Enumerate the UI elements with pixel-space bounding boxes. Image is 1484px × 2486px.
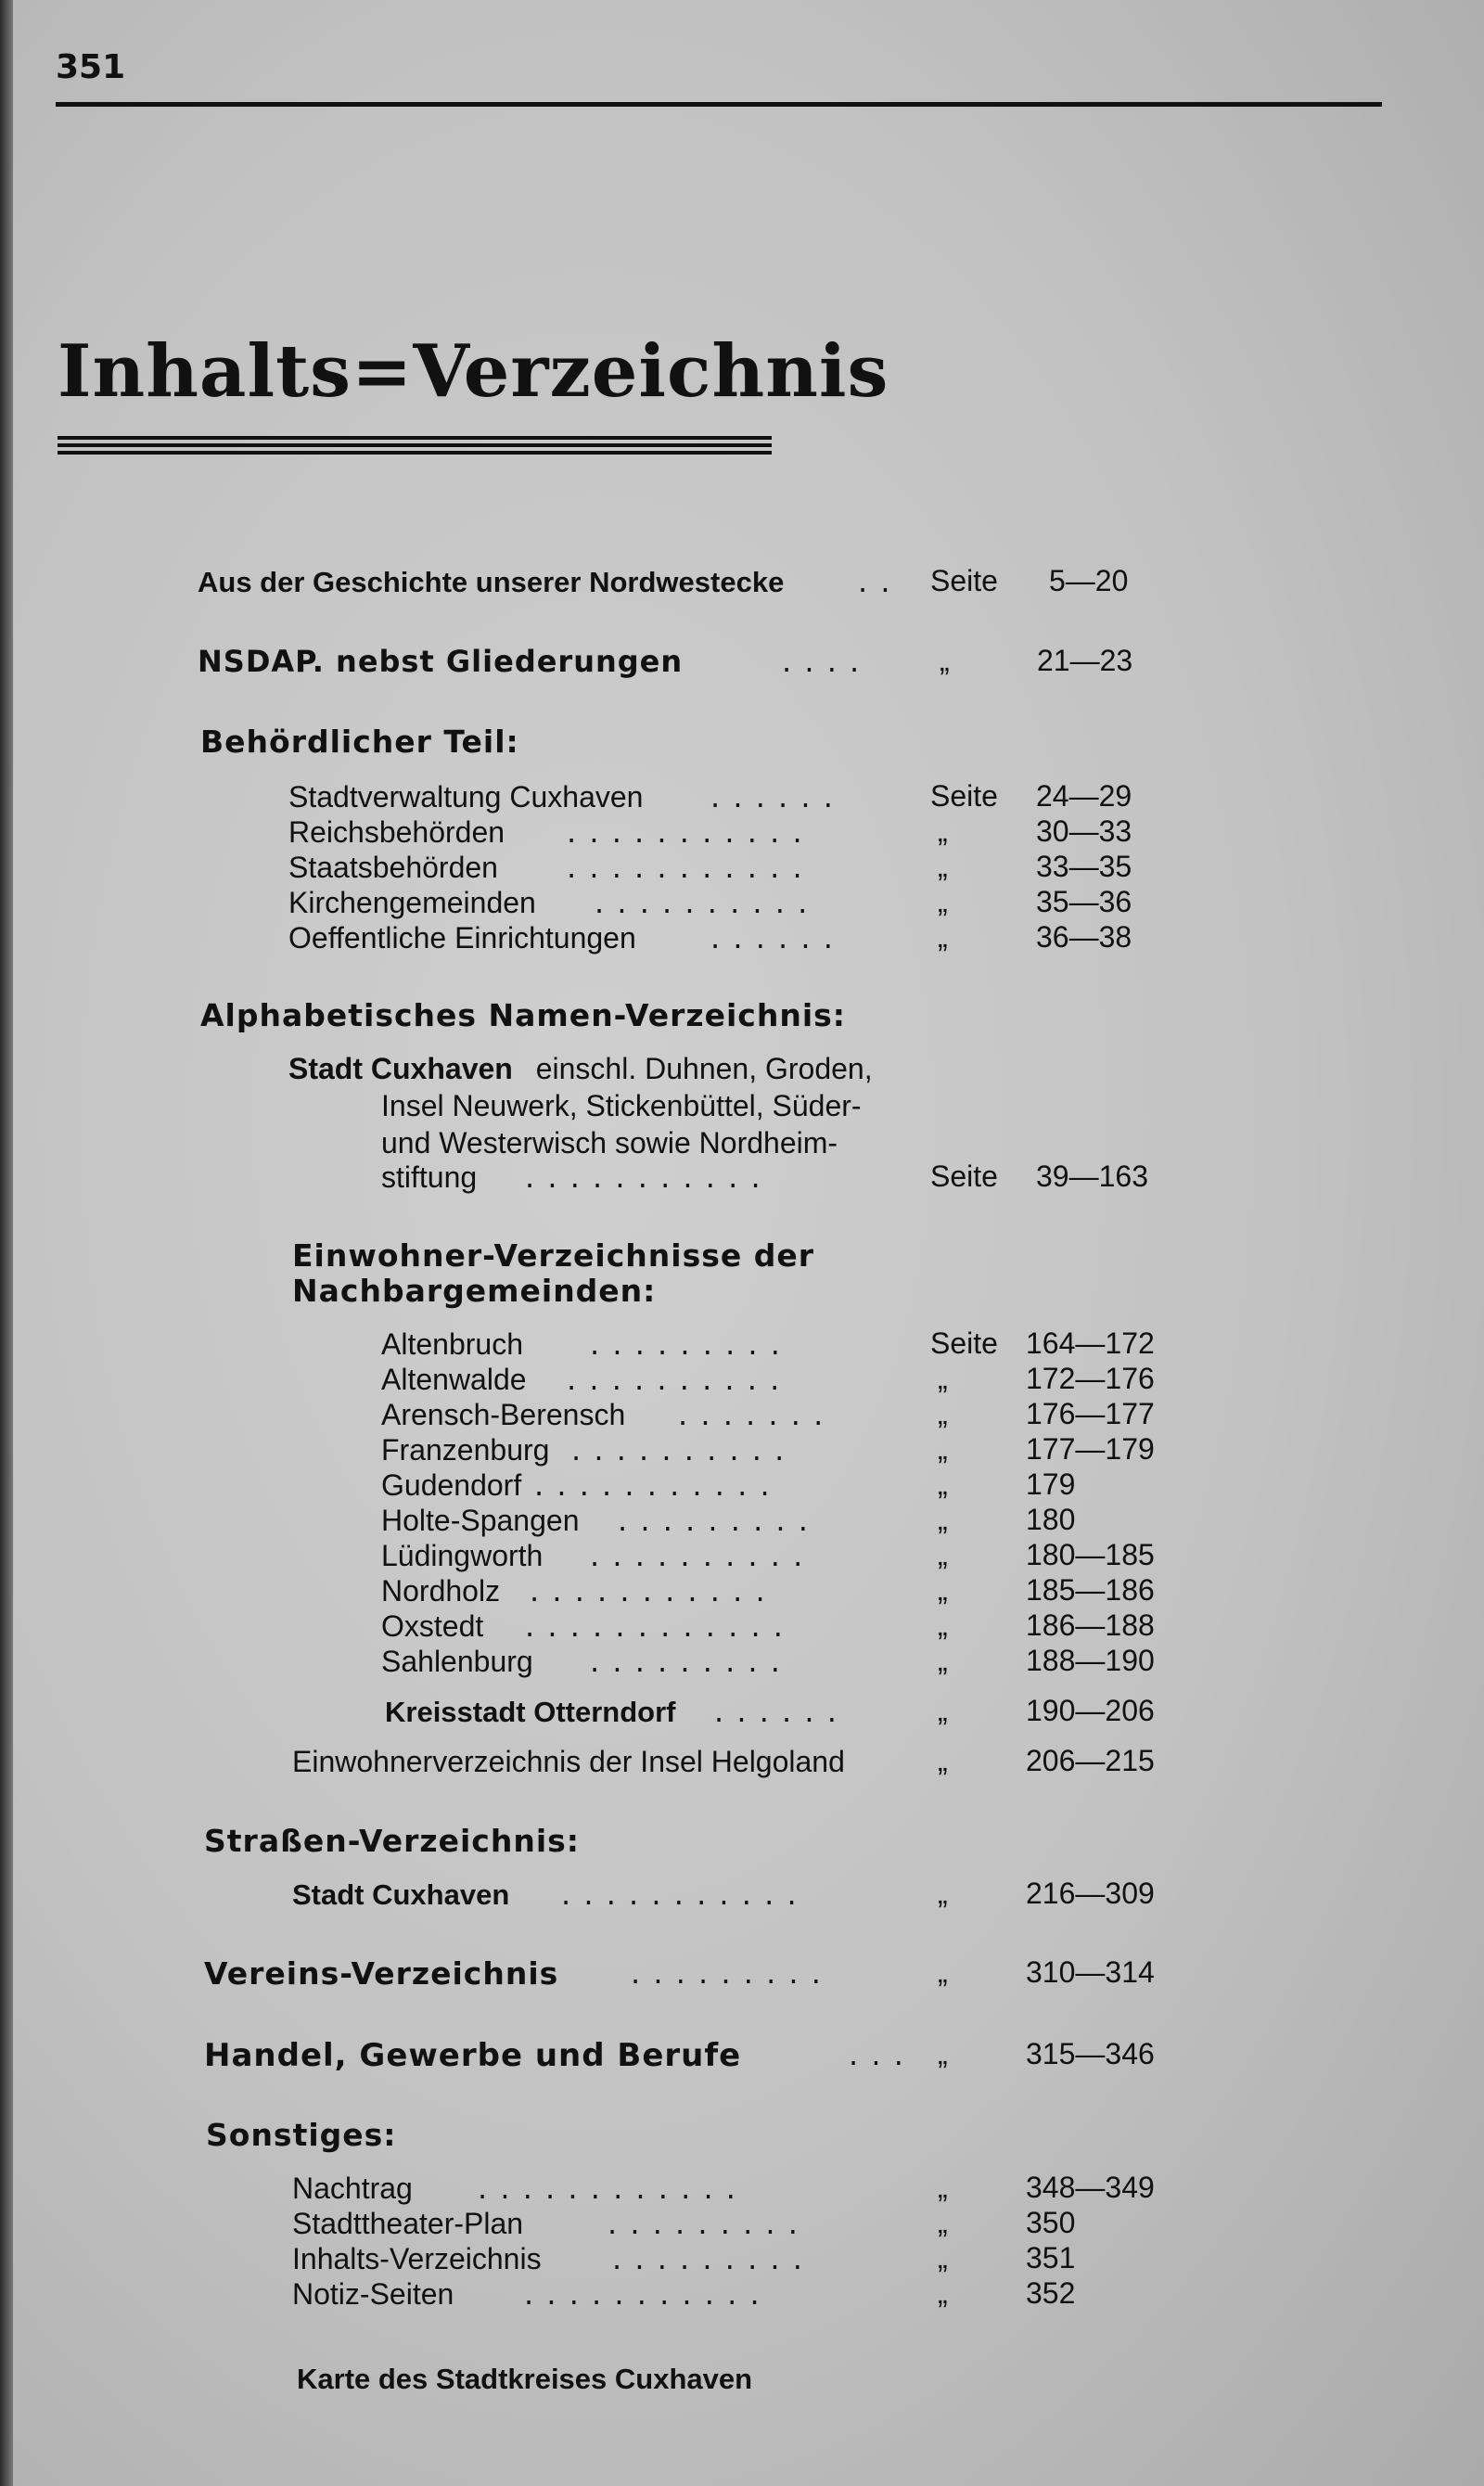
header-rule	[56, 102, 1382, 107]
toc-entry	[288, 885, 1132, 920]
ditto-mark: „	[938, 1397, 948, 1430]
ditto-mark: „	[938, 1744, 948, 1777]
entry-label: Franzenburg	[381, 1433, 550, 1467]
entry-label: Altenbruch	[381, 1327, 523, 1361]
toc-entry	[292, 2241, 1076, 2276]
entry-label: Aus der Geschichte unserer Nordwestecke	[198, 566, 785, 598]
page-range: 176—177	[1026, 1397, 1155, 1430]
page-range: 164—172	[1026, 1326, 1155, 1360]
ditto-mark: „	[938, 885, 948, 918]
entry-label: Sahlenburg	[381, 1645, 533, 1678]
page-range: 352	[1026, 2276, 1076, 2310]
leader-dots: . . . . . .	[714, 1694, 838, 1729]
entry-label: Altenwalde	[381, 1363, 527, 1396]
page-range: 348—349	[1026, 2171, 1155, 2204]
page-title: Inhalts=Verzeichnis	[58, 329, 889, 414]
entry-label: Inhalts-Verzeichnis	[292, 2242, 542, 2275]
page-range: 188—190	[1026, 1644, 1155, 1677]
page-range: 216—309	[1026, 1877, 1155, 1910]
toc-entry	[385, 1694, 1155, 1729]
leader-dots: . . . . . . . . . . .	[524, 2276, 761, 2312]
ditto-mark: „	[938, 1432, 948, 1466]
entry-label: Karte des Stadtkreises Cuxhaven	[297, 2363, 753, 2395]
entry-label: Stadt Cuxhaven	[292, 1878, 510, 1911]
entry-label: stiftung	[381, 1160, 478, 1194]
page-range: 186—188	[1026, 1608, 1155, 1642]
entry-label: Einwohnerverzeichnis der Insel Helgoland	[292, 1745, 845, 1778]
entry-label: Stadt Cuxhaven	[288, 1052, 513, 1085]
seite-label: Seite	[930, 564, 998, 597]
ditto-mark: „	[938, 1644, 948, 1677]
ditto-mark: „	[938, 1955, 948, 1989]
ditto-mark: „	[940, 644, 950, 677]
entry-label: Vereins-Verzeichnis	[204, 1955, 559, 1992]
page-range: 177—179	[1026, 1432, 1155, 1466]
leader-dots: . . . . . . . . . . .	[525, 1160, 762, 1195]
page-range: 21—23	[1037, 644, 1133, 677]
toc-entry	[381, 1362, 1155, 1397]
section-heading: Alphabetisches Namen-Verzeichnis:	[200, 997, 846, 1033]
page-edge	[0, 0, 13, 2486]
ditto-mark: „	[938, 2171, 948, 2204]
entry-label: Reichsbehörden	[288, 815, 505, 849]
leader-dots: . . . . . . . . .	[590, 1644, 782, 1679]
ditto-mark: „	[938, 1503, 948, 1536]
toc-entry	[381, 1432, 1155, 1467]
page-range: 24—29	[1036, 779, 1132, 813]
toc-entry	[288, 850, 1132, 885]
entry-label: Kirchengemeinden	[288, 886, 536, 919]
entry-label: Nordholz	[381, 1574, 501, 1608]
title-underline	[58, 436, 772, 440]
page-range: 36—38	[1036, 920, 1132, 954]
seite-label: Seite	[930, 1160, 998, 1193]
toc-entry	[204, 1955, 1155, 1992]
seite-label: Seite	[930, 779, 998, 813]
entry-label: Stadtverwaltung Cuxhaven	[288, 780, 644, 814]
page-range: 180	[1026, 1503, 1076, 1536]
page-range: 206—215	[1026, 1744, 1155, 1777]
entry-label: Arensch-Berensch	[381, 1398, 626, 1431]
toc-entry	[292, 2206, 1076, 2241]
toc-entry	[198, 644, 1133, 679]
leader-dots: . . . . . . . . .	[631, 1955, 823, 1991]
toc-entry	[198, 564, 1129, 599]
ditto-mark: „	[938, 2276, 948, 2310]
page-range: 39—163	[1036, 1160, 1148, 1193]
leader-dots: . . . . . . . . . . . .	[525, 1608, 785, 1644]
section-heading: Straßen-Verzeichnis:	[204, 1823, 580, 1859]
toc-entry	[292, 2171, 1155, 2206]
leader-dots: . . . . . . . . . .	[567, 1362, 782, 1397]
toc-entry	[381, 1326, 1155, 1362]
toc-entry	[297, 2361, 752, 2396]
ditto-mark: „	[938, 1362, 948, 1395]
leader-dots: . . . . . . . . .	[590, 1326, 782, 1362]
ditto-mark: „	[938, 920, 948, 954]
toc-entry	[381, 1467, 1076, 1503]
entry-label: Kreisstadt Otterndorf	[385, 1696, 676, 1728]
toc-entry	[381, 1538, 1155, 1573]
page-range: 30—33	[1036, 814, 1132, 848]
ditto-mark: „	[938, 2241, 948, 2275]
leader-dots: . . . . . . . . .	[612, 2241, 804, 2276]
entry-label: Oeffentliche Einrichtungen	[288, 921, 636, 955]
leader-dots: . . . .	[782, 644, 862, 679]
page-range: 179	[1026, 1467, 1076, 1501]
entry-label: Holte-Spangen	[381, 1504, 580, 1537]
toc-entry	[381, 1160, 1148, 1195]
leader-dots: . . . . . . . . . . . .	[478, 2171, 737, 2206]
leader-dots: . . . . . . . . .	[618, 1503, 810, 1538]
title-underline	[58, 443, 772, 447]
entry-label: NSDAP. nebst Gliederungen	[198, 644, 684, 679]
section-heading: Sonstiges:	[206, 2117, 397, 2153]
leader-dots: . . . . . .	[710, 779, 835, 814]
entry-label: Nachtrag	[292, 2172, 413, 2205]
leader-dots: . . . . . . . . . . .	[530, 1573, 767, 1608]
leader-dots: . . . . . . . . . .	[571, 1432, 787, 1467]
page-range: 180—185	[1026, 1538, 1155, 1571]
leader-dots: . . . . . .	[710, 920, 835, 955]
page-range: 190—206	[1026, 1694, 1155, 1727]
page-range: 172—176	[1026, 1362, 1155, 1395]
entry-label: Stadttheater-Plan	[292, 2207, 524, 2240]
ditto-mark: „	[938, 1538, 948, 1571]
section-heading: Nachbargemeinden:	[292, 1273, 657, 1309]
page-range: 310—314	[1026, 1955, 1155, 1989]
entry-text: einschl. Duhnen, Groden,	[535, 1052, 873, 1085]
page-range: 185—186	[1026, 1573, 1155, 1607]
ditto-mark: „	[938, 814, 948, 848]
toc-entry	[288, 920, 1132, 955]
entry-label: Lüdingworth	[381, 1539, 544, 1572]
leader-dots: . . . . . . .	[678, 1397, 825, 1432]
ditto-mark: „	[938, 1877, 948, 1910]
entry-label: Gudendorf	[381, 1468, 522, 1502]
section-heading: Einwohner-Verzeichnisse der	[292, 1237, 815, 1274]
page-number: 351	[56, 48, 126, 86]
toc-entry	[288, 814, 1132, 850]
ditto-mark: „	[938, 1608, 948, 1642]
leader-dots: . . . . . . . . . .	[590, 1538, 805, 1573]
ditto-mark: „	[938, 2037, 948, 2070]
page-range: 351	[1026, 2241, 1076, 2275]
toc-entry	[381, 1503, 1076, 1538]
leader-dots: . . . . . . . . . . .	[534, 1467, 772, 1503]
toc-paragraph	[288, 1050, 873, 1087]
toc-entry	[381, 1608, 1155, 1644]
ditto-mark: „	[938, 1694, 948, 1727]
leader-dots: . . . . . . . . . . .	[567, 850, 804, 885]
toc-entry	[292, 1877, 1155, 1912]
seite-label: Seite	[930, 1326, 998, 1360]
toc-entry	[204, 2037, 1155, 2074]
title-underline	[58, 451, 772, 455]
ditto-mark: „	[938, 850, 948, 883]
ditto-mark: „	[938, 1467, 948, 1501]
leader-dots: . . . . . . . . . . .	[561, 1877, 799, 1912]
entry-label: Handel, Gewerbe und Berufe	[204, 2037, 742, 2074]
page-range: 350	[1026, 2206, 1076, 2239]
page-range: 35—36	[1036, 885, 1132, 918]
section-heading: Behördlicher Teil:	[200, 724, 519, 760]
ditto-mark: „	[938, 2206, 948, 2239]
toc-entry	[292, 2276, 1076, 2312]
leader-dots: . . . . . . . . .	[608, 2206, 800, 2241]
toc-entry	[381, 1644, 1155, 1679]
page-range: 315—346	[1026, 2037, 1155, 2070]
leader-dots: . . . . . . . . . .	[595, 885, 810, 920]
leader-dots: . .	[858, 564, 892, 599]
toc-entry	[381, 1573, 1155, 1608]
leader-dots: . . . . . . . . . . .	[567, 814, 804, 850]
entry-label: Staatsbehörden	[288, 851, 498, 884]
toc-entry	[292, 1744, 1155, 1779]
leader-dots: . . .	[849, 2037, 905, 2072]
toc-paragraph-line: Insel Neuwerk, Stickenbüttel, Süder-	[381, 1089, 862, 1122]
toc-entry	[288, 779, 1132, 814]
entry-label: Notiz-Seiten	[292, 2277, 454, 2311]
page-range: 5—20	[1049, 564, 1129, 597]
page-range: 33—35	[1036, 850, 1132, 883]
toc-paragraph-line: und Westerwisch sowie Nordheim-	[381, 1126, 838, 1160]
toc-entry	[381, 1397, 1155, 1432]
ditto-mark: „	[938, 1573, 948, 1607]
entry-label: Oxstedt	[381, 1609, 484, 1643]
